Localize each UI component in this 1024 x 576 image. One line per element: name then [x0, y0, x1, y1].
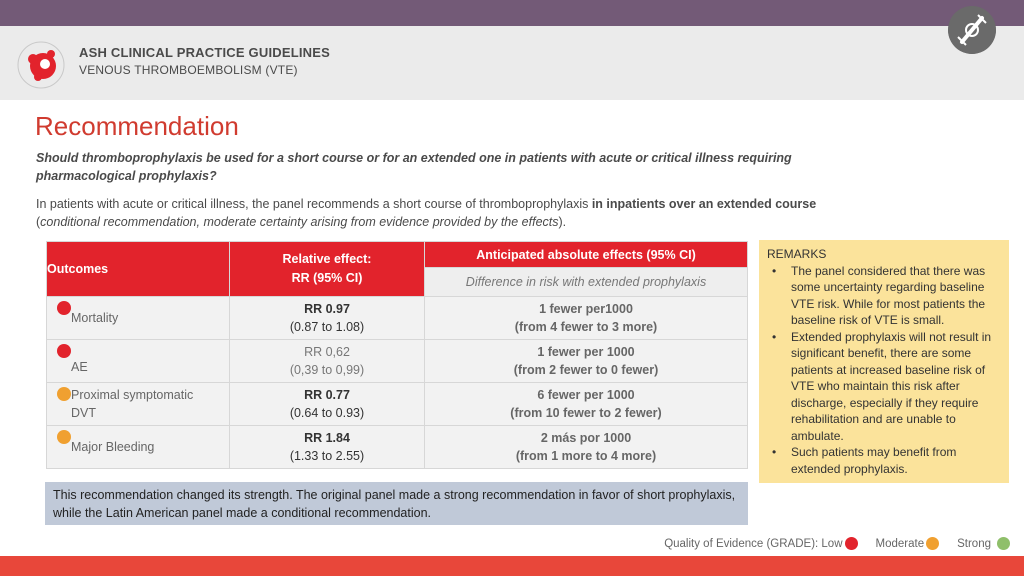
- rr-value: RR 0.77: [304, 388, 350, 402]
- list-item: • Such patients may benefit from extended prophylaxis.: [767, 444, 1001, 477]
- table-row: [47, 340, 748, 383]
- bottom-bar: [0, 556, 1024, 576]
- question-text: Should thromboprophylaxis be used for a short course or for an extended one in patients with acute or critical illness requiring pharmacological prophylaxis?: [36, 151, 792, 183]
- guideline-subtitle: VENOUS THROMBOEMBOLISM (VTE): [79, 63, 298, 77]
- rr-ci: (0.64 to 0.93): [289, 406, 365, 420]
- top-bar: [0, 0, 1024, 26]
- page-title: Recommendation: [35, 111, 239, 141]
- remarks-list: [767, 263, 1001, 478]
- remarks-box: [759, 240, 1009, 483]
- rr-value: RR 1.84: [304, 431, 350, 445]
- recommendation-statement: In patients with acute or critical illness, the panel recommends a short course of thromboprophylaxis in inpatients over an extended course (conditional recommendation, moderate certainty arising from evidence provided by the effects).: [36, 197, 817, 229]
- rr-ci: (0,39 to 0,99): [289, 363, 365, 377]
- abs-range: (from 4 fewer to 3 more): [514, 320, 658, 334]
- strong-grade-dot: [997, 537, 1010, 550]
- outcome-label: AE: [71, 360, 88, 374]
- vessel-icon: [948, 6, 996, 54]
- list-item: • The panel considered that there was some uncertainty regarding baseline VTE risk. While for most patients the baseline risk of VTE is small.: [767, 263, 1001, 329]
- header-relative-effect: Relative effect: RR (95% CI): [230, 242, 425, 297]
- moderate-grade-dot: [926, 537, 939, 550]
- abs-effect: 6 fewer per 1000: [537, 388, 635, 402]
- list-item: • Extended prophylaxis will not result in significant benefit, there are some patients at increased baseline risk of VTE who maintain this risk after discharge, especially if they require rehabilitation and are unable to ambulate.: [767, 329, 1001, 445]
- table-row: [47, 426, 748, 469]
- abs-range: (from 2 fewer to 0 fewer): [513, 363, 659, 377]
- abs-effect: 2 más por 1000: [540, 431, 632, 445]
- low-grade-dot: [845, 537, 858, 550]
- header-outcomes: Outcomes: [47, 242, 230, 297]
- table-row: [47, 297, 748, 340]
- legend-label: Quality of Evidence (GRADE): Low: [664, 537, 843, 550]
- rr-ci: (1.33 to 2.55): [289, 449, 365, 463]
- strength-change-note: This recommendation changed its strength. The original panel made a strong recommendation in favor of short prophylaxis, while the Latin American panel made a conditional recommendation.: [45, 482, 748, 525]
- rr-value: RR 0,62: [304, 345, 350, 359]
- abs-effect: 1 fewer per1000: [539, 302, 633, 316]
- legend-strong: Strong: [957, 537, 991, 550]
- subheader-risk-difference: Difference in risk with extended prophylaxis: [425, 268, 748, 297]
- outcome-label: Proximal symptomatic DVT: [71, 388, 194, 420]
- outcomes-table: [46, 241, 748, 469]
- ash-logo-icon: [16, 40, 66, 90]
- remarks-heading: REMARKS: [767, 247, 827, 261]
- outcome-label: Major Bleeding: [71, 440, 155, 454]
- grade-legend: [664, 537, 1010, 550]
- grade-low-dot: [57, 301, 71, 315]
- legend-moderate: Moderate: [875, 537, 925, 550]
- grade-moderate-dot: [57, 387, 71, 401]
- abs-effect: 1 fewer per 1000: [537, 345, 635, 359]
- table-row: [47, 383, 748, 426]
- guideline-title: ASH CLINICAL PRACTICE GUIDELINES: [79, 45, 331, 60]
- abs-range: (from 1 more to 4 more): [515, 449, 657, 463]
- outcome-label: Mortality: [71, 311, 119, 325]
- grade-moderate-dot: [57, 430, 71, 444]
- grade-low-dot: [57, 344, 71, 358]
- header-banner: [0, 26, 1024, 100]
- rr-value: RR 0.97: [304, 302, 350, 316]
- rr-ci: (0.87 to 1.08): [289, 320, 365, 334]
- header-absolute-effects: Anticipated absolute effects (95% CI): [425, 242, 748, 268]
- abs-range: (from 10 fewer to 2 fewer): [510, 406, 662, 420]
